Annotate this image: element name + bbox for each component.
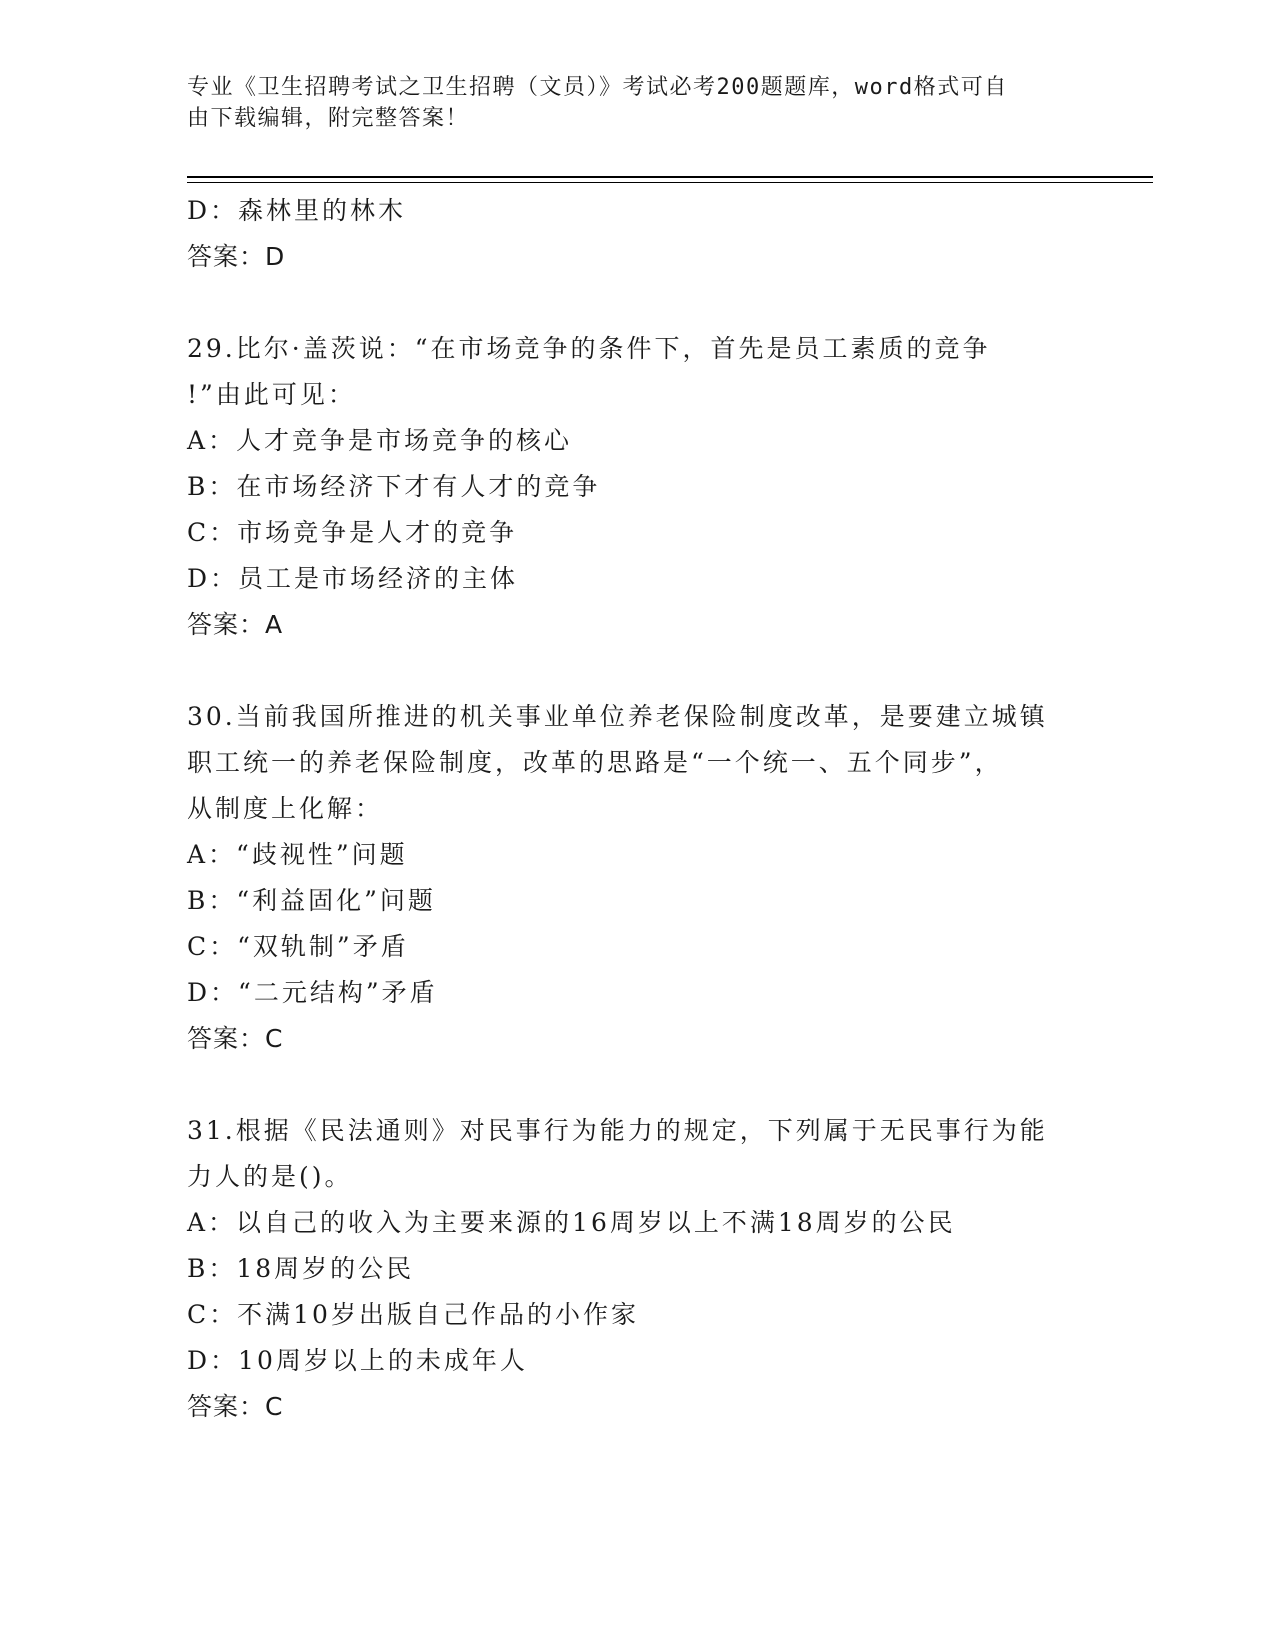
- question-30: [187, 694, 1087, 1062]
- question-text: 从制度上化解：: [187, 794, 384, 823]
- option-d: D：“二元结构”矛盾: [187, 978, 438, 1007]
- question-text: 31.根据《民法通则》对民事行为能力的规定，下列属于无民事行为能: [187, 1116, 1048, 1145]
- spacer: [187, 648, 1087, 694]
- answer-line: 答案：A: [187, 610, 284, 639]
- question-text: 力人的是()。: [187, 1162, 353, 1191]
- carry-over-question: [187, 188, 1087, 280]
- spacer: [187, 1062, 1087, 1108]
- option-b: B：“利益固化”问题: [187, 886, 436, 915]
- option-c: C：“双轨制”矛盾: [187, 932, 409, 961]
- answer-line: 答案：C: [187, 1392, 284, 1421]
- header-line-1: 专业《卫生招聘考试之卫生招聘（文员）》考试必考200题题库，word格式可自: [187, 75, 1008, 100]
- question-content: [187, 188, 1087, 1430]
- option-a: A：人才竞争是市场竞争的核心: [187, 426, 573, 455]
- option-a: A：“歧视性”问题: [187, 840, 408, 869]
- question-text: !”由此可见：: [187, 380, 356, 409]
- option-a: A：以自己的收入为主要来源的16周岁以上不满18周岁的公民: [187, 1208, 956, 1237]
- header-line-2: 由下载编辑，附完整答案！: [187, 106, 470, 131]
- answer-line: 答案：D: [187, 242, 286, 271]
- option-b: B：在市场经济下才有人才的竞争: [187, 472, 601, 501]
- question-text: 职工统一的养老保险制度，改革的思路是“一个统一、五个同步”，: [187, 748, 1003, 777]
- option-d: D：10周岁以上的未成年人: [187, 1346, 528, 1375]
- document-header: [187, 72, 1067, 134]
- option-c: C：市场竞争是人才的竞争: [187, 518, 518, 547]
- answer-line: 答案：C: [187, 1024, 284, 1053]
- option-c: C：不满10岁出版自己作品的小作家: [187, 1300, 639, 1329]
- question-text: 29.比尔·盖茨说：“在市场竞争的条件下，首先是员工素质的竞争: [187, 334, 991, 363]
- option-b: B：18周岁的公民: [187, 1254, 415, 1283]
- spacer: [187, 280, 1087, 326]
- question-31: [187, 1108, 1087, 1430]
- header-divider-thick: [187, 176, 1153, 178]
- header-divider-thin: [187, 182, 1153, 183]
- option-d: D：森林里的林木: [187, 196, 407, 225]
- option-d: D：员工是市场经济的主体: [187, 564, 519, 593]
- question-29: [187, 326, 1087, 648]
- question-text: 30.当前我国所推进的机关事业单位养老保险制度改革，是要建立城镇: [187, 702, 1048, 731]
